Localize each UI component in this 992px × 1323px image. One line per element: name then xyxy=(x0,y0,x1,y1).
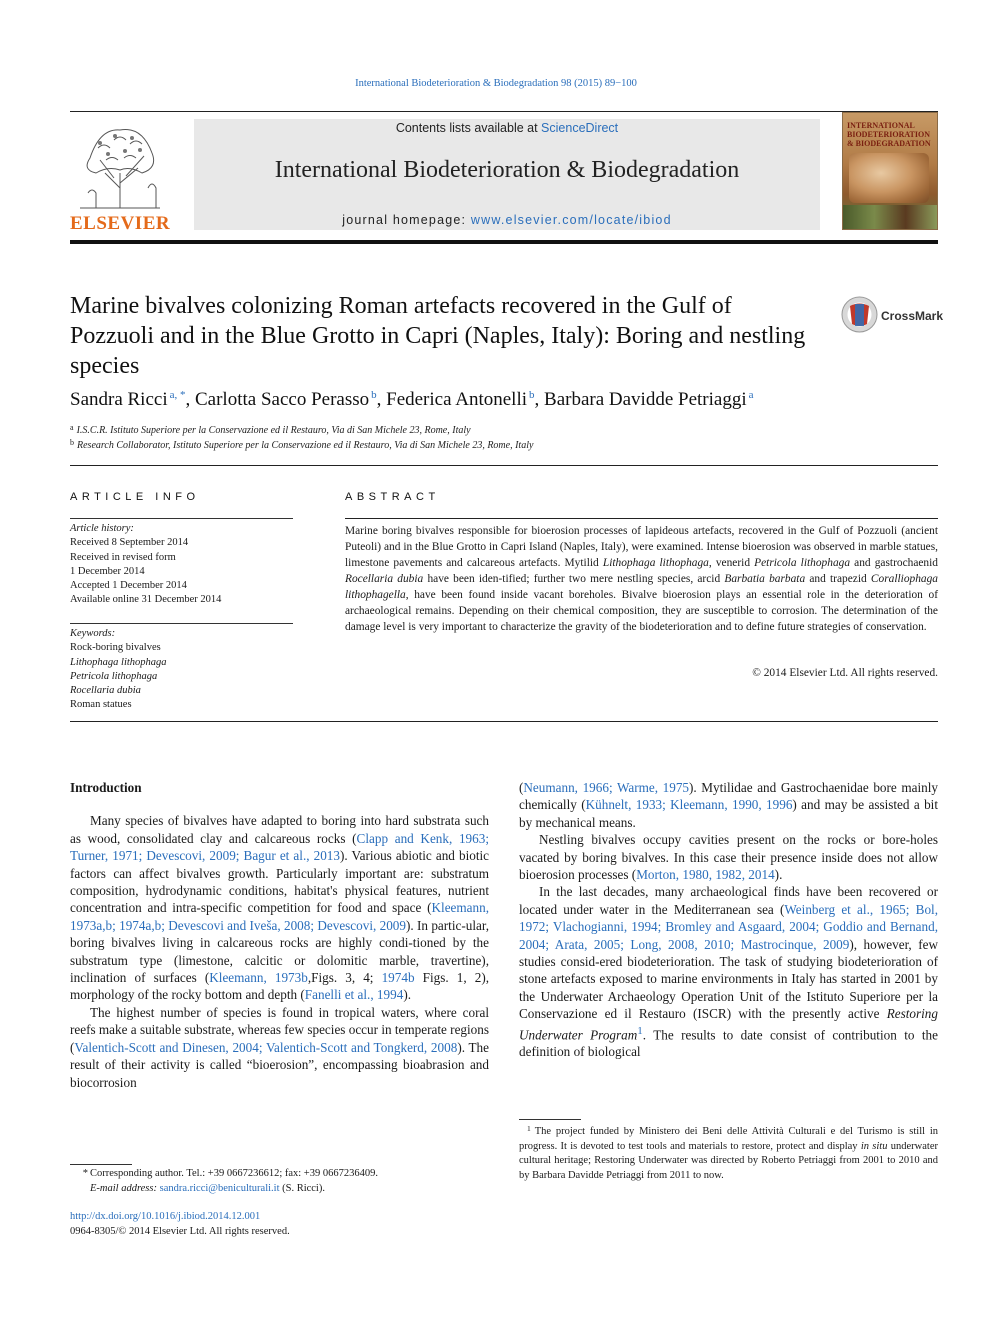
body-paragraph: Nestling bivalves occupy cavities present on the rocks or bore-holes vacated by boring bivalves. In this case their presence inside does not allow bioerosion processes (Morton, 1980, 1982, 2014). xyxy=(519,832,938,883)
author-list xyxy=(70,389,930,411)
header-thick-rule xyxy=(70,240,938,244)
article-title: Marine bivalves colonizing Roman artefacts recovered in the Gulf of Pozzuoli and in the Blue Grotto in Capri (Naples, Italy): Boring and nestling species xyxy=(70,293,806,379)
cover-title: INTERNATIONAL BIODETERIORATION & BIODEGRADATION xyxy=(847,121,931,148)
body-paragraph: Many species of bivalves have adapted to boring into hard substrata such as wood, consolidated clay and calcareous rocks (Clapp and Kenk, 1963; Turner, 1971; Devescovi, 2009; Bagur et al., 2013). Various abiotic and biotic factors can affect bivalves growth. Particularly important are: substratum composition, hydrodynamic conditions, habitat's physical features, nutrient concentration and intra-specific competition for food and space (Kleemann, 1973a,b; 1974a,b; Devescovi and Iveša, 2008; Devescovi, 2009). In partic-ular, boring bivalves living in calcareous rocks are highly condi-tioned by the substratum type (limestone, calcitic or dolomitic marble, travertine), inclination of surfaces (Kleemann, 1973b,Figs. 3, 4; 1974b Figs. 1, 2), morphology of the rocky bottom and depth (Fanelli et al., 1994). xyxy=(70,813,490,1003)
contents-line xyxy=(194,121,820,135)
elsevier-wordmark: ELSEVIER xyxy=(70,213,171,234)
keyword: Rock-boring bivalves xyxy=(70,642,161,654)
elsevier-tree-icon xyxy=(70,118,170,213)
affiliation-mark: b xyxy=(70,438,74,447)
corresponding-mark: * xyxy=(82,1168,88,1179)
footnote-1: $^1$ The project funded by Ministero dei Beni delle Attività Culturali e del Turismo is still in progress. It is devoted to test tools and materials to restore, protect and display in situ underwater cultural heritage; Restoring Underwater was directed by Roberto Petriaggi from 2001 to 2010 and by Barbara Davidde Petriaggi from 2011 to now. xyxy=(519,1124,938,1181)
cover-artwork xyxy=(849,153,929,203)
article-history xyxy=(70,522,293,608)
homepage-prefix: journal homepage: xyxy=(342,213,471,227)
author-affil-mark[interactable]: b xyxy=(371,389,377,401)
citation-link[interactable]: Kühnelt, 1933; Kleemann, 1990, 1996 xyxy=(585,797,793,813)
homepage-link[interactable]: www.elsevier.com/locate/ibiod xyxy=(470,213,672,227)
body-column-right xyxy=(519,779,938,1061)
body-paragraph: The highest number of species is found in tropical waters, where coral reefs make a suitable substrate, whereas few species occur in temperate regions (Valentich-Scott and Dinesen, 2004; Valentich-Scott and Tongkerd, 2008). The result of their activity is called “bioerosion”, encompassing bioabrasion and biocorrosion xyxy=(70,1004,489,1090)
keyword: Rocellaria dubia xyxy=(70,685,141,697)
citation-link[interactable]: Morton, 1980, 1982, 2014 xyxy=(636,867,775,883)
history-item: Accepted 1 December 2014 xyxy=(70,580,187,592)
cover-photo-strip xyxy=(843,205,937,229)
crossmark-badge[interactable] xyxy=(841,296,944,336)
history-item: 1 December 2014 xyxy=(70,565,145,577)
citation-link[interactable]: Kleemann, 1973b xyxy=(209,970,308,986)
footnote-ref[interactable]: 1 xyxy=(637,1024,643,1037)
citation-link[interactable]: Fanelli et al., 1994 xyxy=(304,987,404,1003)
history-item: Available online 31 December 2014 xyxy=(70,594,222,606)
body-column-left xyxy=(70,779,489,1091)
keyword: Lithophaga lithophaga xyxy=(70,656,167,668)
author-separator: , xyxy=(534,389,545,410)
front-matter-rule xyxy=(70,721,938,722)
keywords-rule xyxy=(70,623,293,624)
author-affil-mark[interactable]: b xyxy=(529,389,535,401)
citation-link[interactable]: Kleemann, 1973a,b; 1974a,b; Devescovi and Iveša, 2008; Devescovi, 2009 xyxy=(70,900,489,933)
abstract-body: Marine boring bivalves responsible for bioerosion processes of lapideous artefacts, recovered in the Gulf of Pozzuoli (ancient Puteoli) and in the Blue Grotto in Capri Island (Naples, Italy), were examined. Intense bioerosion was observed in marble statues, limestone pavements and calcareous artefacts. Mytilid Lithophaga lithophaga, venerid Petricola lithophaga and gastrochaenid Rocellaria dubia have been iden-tified; further two mere nestling species, arcid Barbatia barbata and trapezid Coralliophaga lithophagella, have been found inside vacant boreholes. Bivalve bioerosion plays an essential role in the deterioration of archaeological remains. Depending on their chemical composition, they are susceptible to corrosion. The determination of the damage level is very important to characterize the gravity of the biodeterioration and to define future strategies of conservation. xyxy=(345,525,938,633)
citation-link[interactable]: Valentich-Scott and Dinesen, 2004; Valentich-Scott and Tongkerd, 2008 xyxy=(74,1039,458,1055)
homepage-line xyxy=(194,213,820,227)
email-label: E-mail address: xyxy=(90,1183,157,1194)
affiliation-text: I.S.C.R. Istituto Superiore per la Conservazione ed il Restauro, Via di San Michele 23, Rome, Italy xyxy=(76,425,471,436)
author-affil-mark[interactable]: a xyxy=(748,389,754,401)
journal-cover-thumbnail[interactable] xyxy=(842,112,938,230)
author[interactable]: Sandra Ricci xyxy=(70,389,168,410)
affiliation-rule xyxy=(70,465,938,466)
article-info-heading: ARTICLE INFO xyxy=(70,491,200,503)
keywords xyxy=(70,627,293,713)
email-link[interactable]: sandra.ricci@beniculturali.it xyxy=(159,1183,280,1194)
author-affil-mark[interactable]: a, * xyxy=(169,389,186,401)
abstract-heading: ABSTRACT xyxy=(345,491,440,503)
keyword: Petricola lithophaga xyxy=(70,670,158,682)
corresponding-author-footnote xyxy=(70,1166,489,1196)
crossmark-label: CrossMark xyxy=(881,309,944,323)
email-suffix: (S. Ricci). xyxy=(279,1183,325,1194)
body-paragraph: In the last decades, many archaeological finds have been recovered or located under water in the Mediterranean sea (Weinberg et al., 1965; Bol, 1972; Vlachogianni, 1994; Bromley and Asgaard, 2004; Goddio and Bernand, 2004; Arata, 2005; Long, 2008, 2010; Mastrocinque, 2009), however, few studies consid-ered biodeterioration. The task of studying biodeterioration of stone artefacts exposed to marine environments in Italy has started in 2001 by the Underwater Archaeology Operation Unit of the Istituto Superiore per la Conservazione ed il Restauro (ISCR) with the presently active Restoring Underwater Program$^1$. The results to date consist of contribution to the definition of biological xyxy=(519,884,938,1060)
journal-citation[interactable]: International Biodeterioration & Biodegradation 98 (2015) 89−100 xyxy=(355,78,637,89)
history-label: Article history: xyxy=(70,523,134,534)
sciencedirect-link[interactable]: ScienceDirect xyxy=(541,121,619,135)
affiliation-mark: a xyxy=(70,423,74,432)
affiliation-b xyxy=(70,438,533,451)
journal-banner xyxy=(194,119,820,230)
citation-link[interactable]: Neumann, 1966; Warme, 1975 xyxy=(523,780,690,795)
journal-name: International Biodeterioration & Biodegradation xyxy=(274,157,740,183)
introduction-heading: Introduction xyxy=(70,780,142,795)
citation-link[interactable]: Weinberg et al., 1965; Bol, 1972; Vlachogianni, 1994; Bromley and Asgaard, 2004; Goddio and Bernand, 2004; Arata, 2005; Long, 2008, 2010; Mastrocinque, 2009 xyxy=(519,901,938,952)
keywords-label: Keywords: xyxy=(70,628,116,639)
article-info-rule xyxy=(70,518,293,519)
doi-link[interactable]: http://dx.doi.org/10.1016/j.ibiod.2014.12.001 xyxy=(70,1211,261,1222)
body-paragraph: (Neumann, 1966; Warme, 1975). Mytilidae and Gastrochaenidae bore mainly chemically (Kühnelt, 1933; Kleemann, 1990, 1996) and may be assisted a bit by mechanical means. xyxy=(519,780,938,830)
crossmark-icon xyxy=(841,296,878,333)
abstract-rule xyxy=(345,518,938,519)
footnote-mark: 1 xyxy=(527,1124,531,1133)
affiliation-a xyxy=(70,423,471,436)
keyword: Roman statues xyxy=(70,699,132,711)
contents-prefix: Contents lists available at xyxy=(395,121,542,135)
header-top-rule xyxy=(70,111,938,112)
author-separator: , xyxy=(376,389,387,410)
abstract-copyright: © 2014 Elsevier Ltd. All rights reserved. xyxy=(752,667,938,679)
author-separator: , xyxy=(185,389,195,410)
history-item: Received in revised form xyxy=(70,551,176,563)
author[interactable]: Federica Antonelli xyxy=(386,389,528,410)
affiliation-text: Research Collaborator, Istituto Superiore per la Conservazione ed il Restauro, Via di San Michele 23, Rome, Italy xyxy=(77,440,534,451)
author[interactable]: Carlotta Sacco Perasso xyxy=(195,389,370,410)
footnote-rule-left xyxy=(70,1164,132,1165)
corresponding-text: Corresponding author. Tel.: +39 0667236612; fax: +39 0667236409. xyxy=(90,1168,378,1179)
author[interactable]: Barbara Davidde Petriaggi xyxy=(544,389,747,410)
citation-link[interactable]: 1974b xyxy=(381,970,415,986)
issn-line: 0964-8305/© 2014 Elsevier Ltd. All rights reserved. xyxy=(70,1226,290,1237)
footnote-rule-right xyxy=(519,1119,581,1120)
history-item: Received 8 September 2014 xyxy=(70,537,189,549)
citation-link[interactable]: Clapp and Kenk, 1963; Turner, 1971; Devescovi, 2009; Bagur et al., 2013 xyxy=(70,830,489,864)
